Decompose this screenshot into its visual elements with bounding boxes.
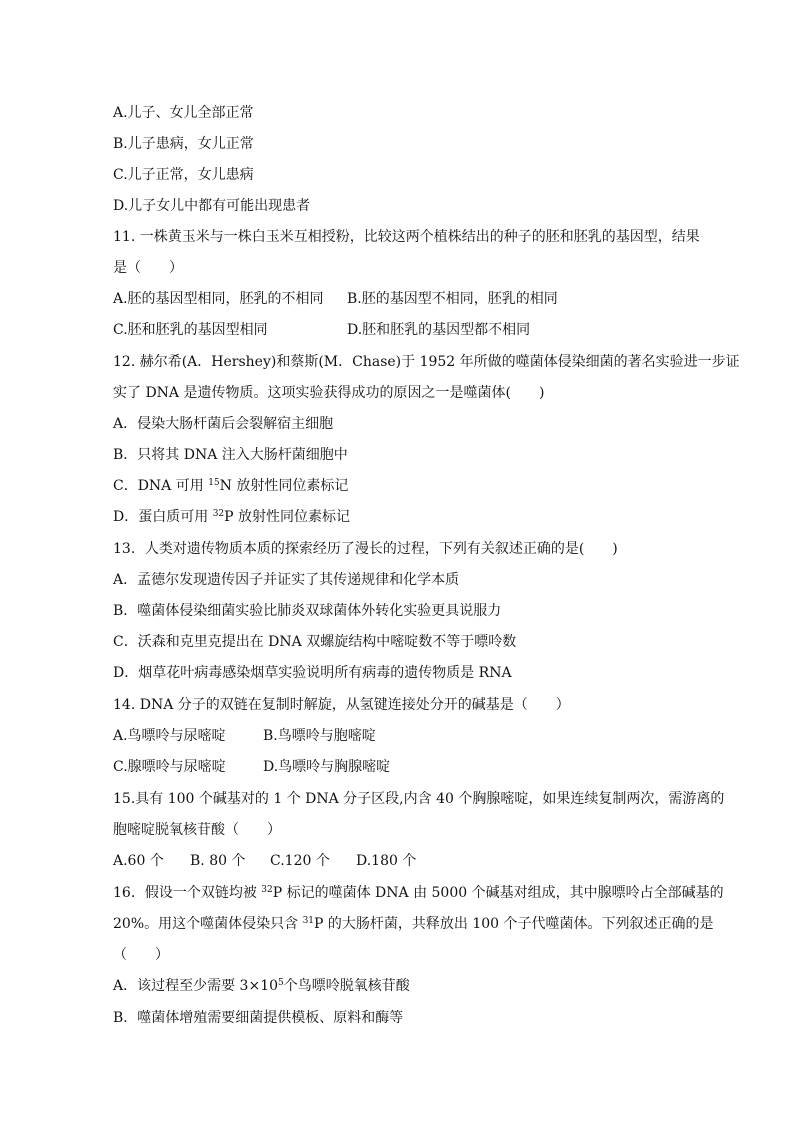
q11-stem-line2: 是（ ）: [113, 260, 183, 276]
q10-option-a: A.儿子、女儿全部正常: [113, 105, 254, 121]
q14-option-a: A.鸟嘌呤与尿嘧啶: [113, 728, 226, 744]
q12-option-b: B．只将其 DNA 注入大肠杆菌细胞中: [113, 447, 348, 463]
q16-stem-text: 16．假设一个双链均被: [113, 885, 262, 901]
q12-option-d-text: D．蛋白质可用: [113, 509, 213, 525]
q12-option-c: [113, 476, 348, 496]
q16-stem-text: 20%。用这个噬菌体侵染只含: [113, 916, 303, 932]
q11-stem-line1: 11. 一株黄玉米与一株白玉米互相授粉，比较这两个植株结出的种子的胚和胚乳的基因型，结果: [113, 229, 700, 245]
q12-option-c-text: C．DNA 可用: [113, 478, 209, 494]
q16-stem-line3: （ ）: [113, 947, 169, 963]
q15-option-d: D.180 个: [356, 853, 417, 869]
q14-option-b: B.鸟嘌呤与胞嘧啶: [263, 728, 376, 744]
q16-stem-tail: P 标记的噬菌体 DNA 由 5000 个碱基对组成，其中腺嘌呤占全部碱基的: [272, 885, 724, 901]
q10-option-d: D.儿子女儿中都有可能出现患者: [113, 198, 311, 214]
q10-option-c: C.儿子正常，女儿患病: [113, 167, 254, 183]
q16-option-a-text: A．该过程至少需要 3×10: [113, 978, 279, 994]
q13-option-d: D．烟草花叶病毒感染烟草实验说明所有病毒的遗传物质是 RNA: [113, 665, 512, 681]
q16-stem-tail: P 的大肠杆菌，共释放出 100 个子代噬菌体。下列叙述正确的是: [314, 916, 714, 932]
q10-option-b: B.儿子患病，女儿正常: [113, 136, 254, 152]
q16-option-a: [113, 976, 410, 996]
q11-option-a: A.胚的基因型相同，胚乳的不相同: [113, 291, 324, 307]
q11-option-c: C.胚和胚乳的基因型相同: [113, 322, 268, 338]
isotope-superscript: 15: [208, 478, 220, 488]
q12-option-a: A．侵染大肠杆菌后会裂解宿主细胞: [113, 416, 334, 432]
q16-option-a-tail: 个鸟嘌呤脱氧核苷酸: [283, 978, 410, 994]
q15-stem-line1: 15.具有 100 个碱基对的 1 个 DNA 分子区段,内含 40 个胸腺嘧啶，如果连续复制两次，需游离的: [113, 791, 725, 807]
q15-option-a: A.60 个: [113, 853, 164, 869]
exponent-superscript: 5: [278, 978, 284, 988]
q16-stem-line1: [113, 883, 724, 903]
q12-option-d-tail: P 放射性同位素标记: [224, 509, 351, 525]
q13-stem: 13．人类对遗传物质本质的探索经历了漫长的过程，下列有关叙述正确的是( ): [113, 541, 618, 557]
q13-option-c: C．沃森和克里克提出在 DNA 双螺旋结构中嘧啶数不等于嘌呤数: [113, 634, 517, 650]
isotope-superscript: 32: [212, 509, 225, 519]
q16-stem-line2: [113, 914, 714, 934]
q15-option-b: B. 80 个: [190, 853, 246, 869]
isotope-superscript: 32: [261, 885, 273, 895]
q14-stem: 14. DNA 分子的双链在复制时解旋，从氢键连接处分开的碱基是（ ）: [113, 697, 570, 713]
q14-option-c: C.腺嘌呤与尿嘧啶: [113, 759, 226, 775]
q16-option-b: B．噬菌体增殖需要细菌提供模板、原料和酶等: [113, 1010, 404, 1026]
q12-option-c-tail: N 放射性同位素标记: [219, 478, 349, 494]
q12-option-d: [113, 507, 350, 527]
q12-stem-line1: 12. 赫尔希(A．Hershey)和蔡斯(M．Chase)于 1952 年所做的噬菌体侵染细菌的著名实验进一步证: [113, 354, 740, 370]
q13-option-a: A．孟德尔发现遗传因子并证实了其传递规律和化学本质: [113, 572, 460, 588]
q14-option-d: D.鸟嘌呤与胸腺嘧啶: [263, 759, 391, 775]
q15-stem-line2: 胞嘧啶脱氧核苷酸（ ）: [113, 822, 281, 838]
q13-option-b: B．噬菌体侵染细菌实验比肺炎双球菌体外转化实验更具说服力: [113, 603, 502, 619]
isotope-superscript: 31: [302, 916, 315, 926]
q11-option-d: D.胚和胚乳的基因型都不相同: [347, 322, 531, 338]
q11-option-b: B.胚的基因型不相同，胚乳的相同: [347, 291, 558, 307]
q12-stem-line2: 实了 DNA 是遗传物质。这项实验获得成功的原因之一是噬菌体( ): [113, 385, 545, 401]
q15-option-c: C.120 个: [270, 853, 330, 869]
